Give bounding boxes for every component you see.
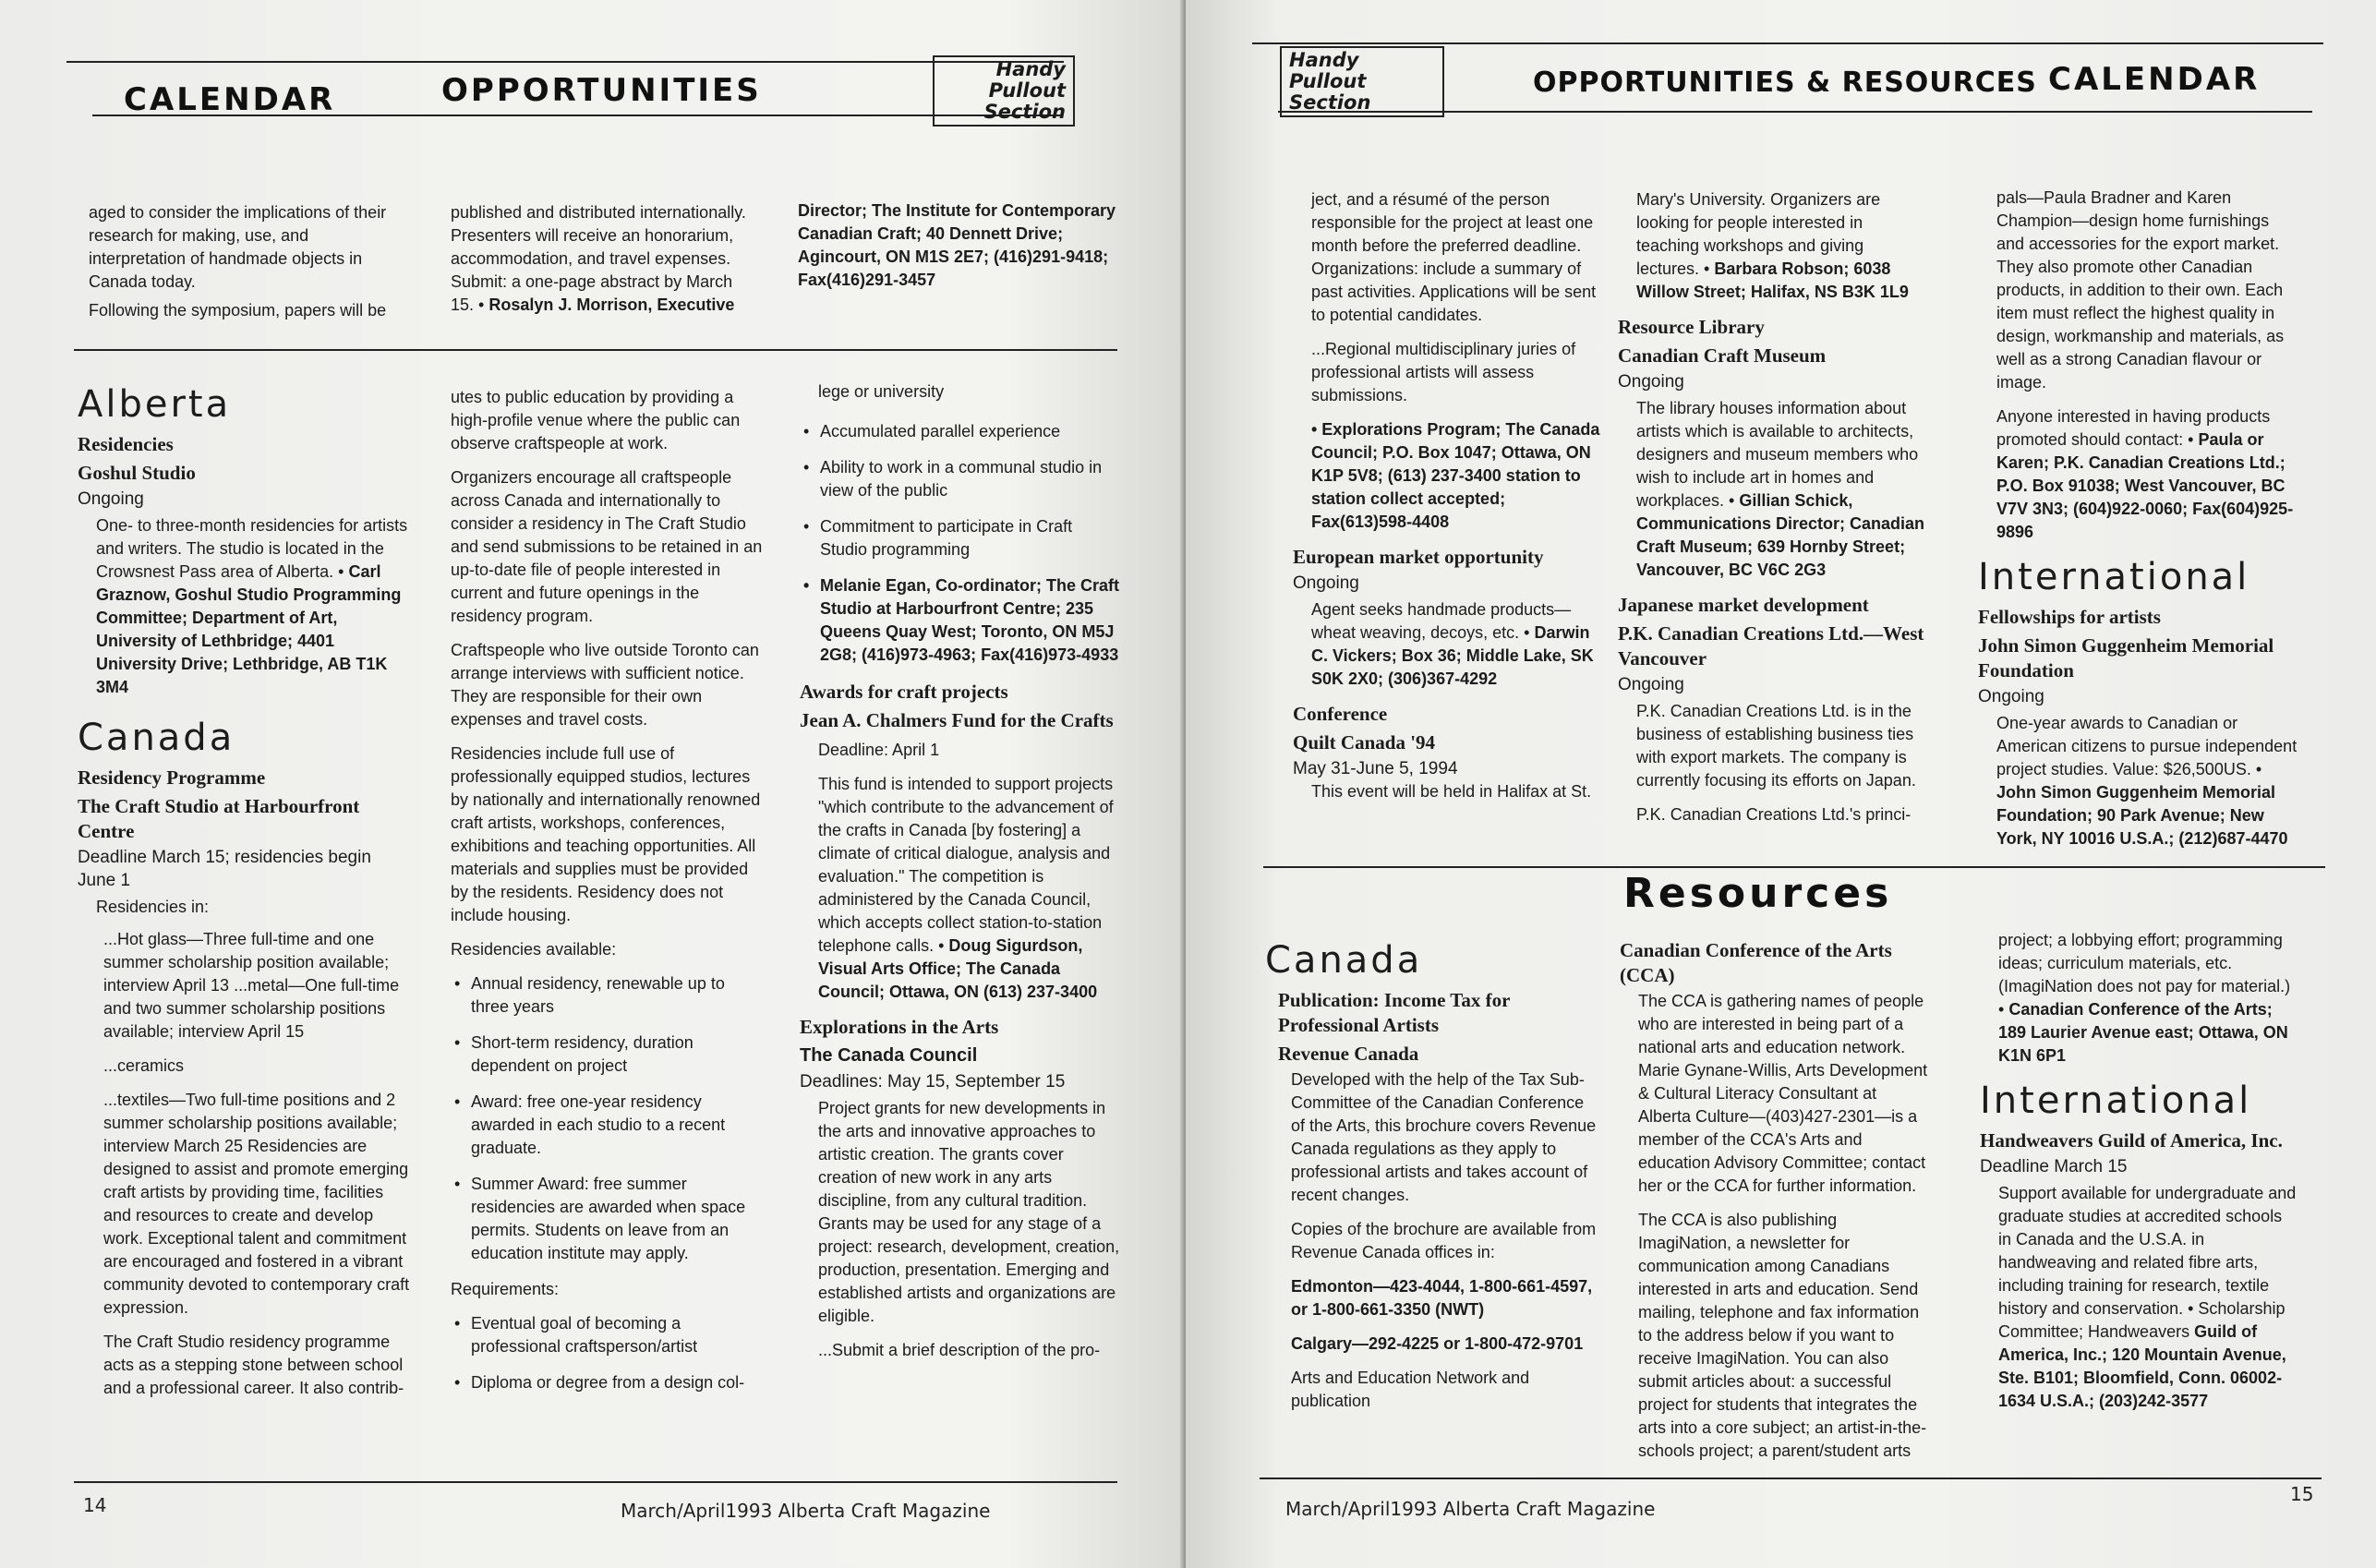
date-line: Deadline March 15 (1980, 1157, 2128, 1176)
paragraph: Project grants for new developments in the arts and innovative approaches to artistic creation. The grants cover creation of new work in any arts discipline, from any cultural tradition. Grants may be used for any stage of a project: research, development, creation, production, presentation. Emerging and established artists and organizations are eligible. (818, 1099, 1120, 1325)
contact: Carl Graznow, Goshul Studio Programming Committee; Department of Art, University of Lethbridge; 4401 University Drive; Lethbridge, AB T1K 3M4 (96, 562, 402, 696)
subheading: The Canada Council (800, 1045, 978, 1066)
right-column-2 (1618, 188, 1926, 838)
top-col-3 (798, 199, 1121, 292)
paragraph: Developed with the help of the Tax Sub-Committee of the Canadian Conference of the Arts, this brochure covers Revenue Canada regulations as they apply to professional artists and takes account of recent changes. (1291, 1070, 1597, 1204)
paragraph: The CCA is gathering names of people who are interested in being part of a national arts and education network. Marie Gynane-Willis, Arts Development & Cultural Literacy Consultant at Alberta Culture—(403)427-2301—is a member of the CCA's Arts and education Advisory Committee; contact her or the CCA for further information. (1638, 992, 1928, 1195)
region-heading-international: International (1980, 1080, 2252, 1122)
header-rule-top (66, 61, 1064, 63)
bullet-list (451, 972, 765, 1265)
paragraph: ...Regional multidisciplinary juries of professional artists will assess submissions. (1311, 340, 1576, 404)
paragraph (1978, 712, 2299, 850)
bullet-list (800, 420, 1123, 667)
contact: • Explorations Program; The Canada Council; P.O. Box 1047; Ottawa, ON K1P 5V8; (613) 237-3400 station to station collect accepted; Fax(613)598-4408 (1311, 420, 1600, 531)
paragraph: Deadline: April 1 (818, 741, 940, 759)
paragraph: Requirements: (451, 1280, 560, 1298)
list-item: • Summer Award: free summer residencies are awarded when space permits. Students on leave from an education institute may apply. (451, 1173, 765, 1265)
subheading: John Simon Guggenheim Memorial Foundation (1978, 634, 2274, 681)
date-line: Deadlines: May 15, September 15 (800, 1072, 1066, 1092)
left-column-2 (451, 386, 765, 1407)
paragraph: utes to public education by providing a high-profile venue where the public can observe craftspeople at work. (451, 388, 741, 452)
contact: John Simon Guggenheim Memorial Foundation; 90 Park Avenue; New York, NY 10016 U.S.A.; (212)687-4470 (1996, 783, 2288, 848)
issue-line: March/April1993 Alberta Craft Magazine (621, 1500, 991, 1522)
paragraph: ject, and a résumé of the person responsible for the project at least one month before the preferred deadline. Organizations: include a summary of past activities. Applications will be sent to potential candidates. (1311, 190, 1597, 324)
contact: Guild of America, Inc.; 120 Mountain Avenue, Ste. B101; Bloomfield, Conn. 06002-1634 U.S.A.; (203)242-3577 (1998, 1322, 2286, 1410)
box-line: Pullout (1289, 70, 1367, 92)
paragraph: Residencies in: (96, 898, 210, 916)
contact: Darwin C. Vickers; Box 36; Middle Lake, SK S0K 2X0; (306)367-4292 (1311, 623, 1594, 688)
region-heading-alberta: Alberta (78, 383, 232, 426)
text: project; a lobbying effort; programming ideas; curriculum materials, etc. (ImagiNation does not pay for material.) • (1998, 931, 2291, 1019)
list-item: • Accumulated parallel experience (800, 420, 1123, 443)
paragraph: Residencies include full use of professionally equipped studios, lectures by nationally and internationally renowned craft artists, workshops, conferences, exhibitions and teaching opportunities. All materials and supplies must be provided by the residents. Residency does not include housing. (451, 744, 761, 924)
list-item: • Annual residency, renewable up to three years (451, 972, 765, 1019)
box-line: Pullout (988, 79, 1066, 102)
right-column-3 (1978, 187, 2299, 862)
date-line: May 31-June 5, 1994 (1293, 759, 1458, 778)
paragraph (1618, 188, 1926, 304)
paragraph: lege or university (818, 382, 945, 401)
text: This fund is intended to support projects "which contribute to the advancement of the crafts in Canada [by fostering] a climate of critical dialogue, analysis and evaluation." The competition is administered by the Canada Council, which accepts collect station-to-station telephone calls. • (818, 775, 1114, 955)
contact: Paula or Karen; P.K. Canadian Creations Ltd.; P.O. Box 91038; West Vancouver, BC V7V 3N3; (604)922-0060; Fax(604)925-9896 (1996, 430, 2294, 541)
paragraph: ...Submit a brief description of the pro- (818, 1341, 1101, 1359)
page-number: 15 (2290, 1483, 2314, 1505)
resources-column-3 (1980, 929, 2299, 1424)
text: One-year awards to Canadian or American citizens to pursue independent project studies. Value: $26,500US. • (1996, 714, 2298, 778)
header-opp-res: OPPORTUNITIES & RESOURCES (1533, 66, 2037, 99)
text: Support available for undergraduate and graduate studies at accredited schools in Canada and the U.S.A. in handweaving and related fibre arts, including training for research, textile history and conservation. • Scholarship Committee; Handweavers (1998, 1184, 2297, 1341)
subheading: Conference (1293, 703, 1388, 725)
text: Agent seeks handmade products—wheat weaving, decoys, etc. • (1311, 600, 1572, 642)
box-line: Handy (995, 58, 1066, 80)
subheading: Canadian Conference of the Arts (CCA) (1620, 939, 1892, 986)
subheading: Awards for craft projects (800, 681, 1008, 703)
paragraph: P.K. Canadian Creations Ltd.'s princi- (1636, 805, 1912, 824)
paragraph (800, 773, 1123, 1004)
subheading: P.K. Canadian Creations Ltd.—West Vancouver (1618, 622, 1924, 669)
footer-rule (74, 1481, 1117, 1483)
header-calendar: CALENDAR (124, 81, 336, 118)
contact: Canadian Conference of the Arts; 189 Laurier Avenue east; Ottawa, ON K1N 6P1 (1998, 1000, 2288, 1065)
subheading: Canadian Craft Museum (1618, 344, 1827, 367)
paragraph: ...ceramics (103, 1056, 185, 1075)
contact: Rosalyn J. Morrison, Executive (488, 296, 735, 314)
paragraph: Following the symposium, papers will be (89, 301, 387, 320)
contact: Barbara Robson; 6038 Willow Street; Halifax, NS B3K 1L9 (1636, 259, 1909, 301)
paragraph (1980, 929, 2299, 1067)
list-item: • Melanie Egan, Co-ordinator; The Craft Studio at Harbourfront Centre; 235 Queens Quay West; Toronto, ON M5J 2G8; (416)973-4963; Fax(416)973-4933 (800, 574, 1123, 667)
paragraph (78, 514, 412, 699)
paragraph (1293, 598, 1601, 691)
paragraph: Arts and Education Network and publication (1291, 1369, 1530, 1410)
paragraph: Residencies available: (451, 940, 617, 959)
box-line: Section (1289, 91, 1371, 114)
handy-pullout-box (933, 55, 1075, 127)
bullet-list (451, 1312, 765, 1394)
box-line: Section (983, 101, 1066, 123)
paragraph: The Craft Studio residency programme acts as a stepping stone between school and a professional career. It also contrib- (103, 1333, 404, 1397)
header-calendar: CALENDAR (2048, 61, 2261, 98)
date-line: Deadline March 15; residencies begin June 1 (78, 848, 371, 890)
date-line: Ongoing (1978, 687, 2044, 706)
contact: Edmonton—423-4044, 1-800-661-4597, or 1-800-661-3350 (NWT) (1291, 1277, 1593, 1319)
paragraph (1978, 405, 2299, 544)
top-col-2 (451, 201, 755, 317)
paragraph: ...textiles—Two full-time positions and 2 summer scholarship positions available; interview March 25 Residencies are designed to assist and promote emerging craft artists by providing time, facilities and resources to create and develop work. Exceptional talent and commitment are encouraged and fostered in a vibrant community devoted to contemporary craft expression. (103, 1091, 410, 1317)
list-item: • Award: free one-year residency awarded in each studio to a recent graduate. (451, 1091, 765, 1160)
paragraph: This event will be held in Halifax at St. (1311, 782, 1592, 801)
left-column-3 (800, 380, 1123, 1373)
paragraph (1618, 397, 1926, 582)
left-page (0, 0, 1186, 1568)
paragraph: P.K. Canadian Creations Ltd. is in the business of establishing business ties with export markets. The company is currently focusing its efforts on Japan. (1636, 702, 1916, 790)
paragraph: pals—Paula Bradner and Karen Champion—design home furnishings and accessories for the export market. They also promote other Canadian products, in addition to their own. Each item must reflect the highest quality in design, workmanship and materials, as well as a strong Canadian flavour or image. (1996, 188, 2285, 392)
paragraph (1980, 1182, 2299, 1413)
list-item: • Short-term residency, duration dependent on project (451, 1031, 765, 1078)
date-line: Ongoing (1618, 675, 1684, 694)
date-line: Ongoing (78, 489, 144, 509)
subheading: Resource Library (1618, 316, 1765, 338)
paragraph: published and distributed internationally. Presenters will receive an honorarium, accommodation, and travel expenses. Submit: a one-page abstract by March 15. • (451, 203, 746, 314)
paragraph: Copies of the brochure are available from Revenue Canada offices in: (1291, 1220, 1597, 1261)
list-item: • Ability to work in a communal studio in view of the public (800, 456, 1123, 502)
subheading: Revenue Canada (1278, 1043, 1419, 1065)
paragraph: aged to consider the implications of their research for making, use, and interpretation of handmade objects in Canada today. (89, 203, 387, 291)
footer-rule (1260, 1478, 2322, 1479)
text: Anyone interested in having products promoted should contact: • (1996, 407, 2271, 449)
page-number: 14 (83, 1494, 107, 1516)
paragraph: Craftspeople who live outside Toronto can arrange interviews with sufficient notice. They are responsible for their own expenses and travel costs. (451, 641, 759, 729)
region-heading-canada: Canada (1265, 939, 1423, 982)
resources-rule (1263, 866, 2325, 868)
date-line: Ongoing (1293, 573, 1359, 593)
text: Mary's University. Organizers are looking for people interested in teaching workshops and giving lectures. • (1636, 190, 1881, 278)
contact: Gillian Schick, Communications Director; Canadian Craft Museum; 639 Hornby Street; Vancouver, BC V6C 2G3 (1636, 491, 1925, 579)
box-line: Handy (1289, 49, 1359, 71)
region-heading-international: International (1978, 556, 2250, 598)
paragraph: ...Hot glass—Three full-time and one summer scholarship position available; interview April 13 ...metal—One full-time and two summer scholarship positions available; interview April 15 (103, 930, 400, 1041)
contact: Calgary—292-4225 or 1-800-472-9701 (1291, 1334, 1584, 1353)
date-line: Ongoing (1618, 372, 1684, 392)
list-item: • Commitment to participate in Craft Studio programming (800, 515, 1123, 561)
header-opportunities: OPPORTUNITIES (441, 72, 762, 109)
subheading: Residencies (78, 433, 174, 455)
resources-column-2 (1620, 935, 1928, 1474)
top-col-1 (89, 201, 404, 333)
subheading: The Craft Studio at Harbourfront Centre (78, 795, 360, 842)
subheading: Quilt Canada '94 (1293, 731, 1436, 754)
text: The library houses information about artists which is available to architects, designers and museum members who wish to include art in homes and workplaces. • (1636, 399, 1919, 510)
subheading: Publication: Income Tax for Professional Artists (1278, 989, 1511, 1036)
paragraph: Organizers encourage all craftspeople across Canada and internationally to consider a residency in The Craft Studio and send submissions to be retained in an up-to-date file of people interested in current and future openings in the residency program. (451, 468, 763, 625)
contact: Doug Sigurdson, Visual Arts Office; The Canada Council; Ottawa, ON (613) 237-3400 (818, 936, 1098, 1001)
subheading: Goshul Studio (78, 462, 196, 484)
subheading: European market opportunity (1293, 546, 1544, 568)
right-column-1 (1293, 188, 1601, 814)
subheading: Japanese market development (1618, 594, 1869, 616)
subheading: Fellowships for artists (1978, 606, 2161, 628)
paragraph: The CCA is also publishing ImagiNation, a newsletter for communication among Canadians interested in arts and education. Send mailing, telephone and fax information to the address below if you want to receive ImagiNation. You can also submit articles about: a successful project for students that integrates the arts into a core subject; an artist-in-the-schools project; a parent/student arts (1638, 1211, 1927, 1460)
subheading: Explorations in the Arts (800, 1016, 999, 1038)
text: One- to three-month residencies for artists and writers. The studio is located in the Crowsnest Pass area of Alberta. • (96, 516, 408, 581)
subheading: Residency Programme (78, 766, 266, 789)
resources-column-1 (1265, 931, 1598, 1424)
resources-heading: Resources (1623, 870, 1893, 917)
left-column-1 (78, 369, 412, 1411)
region-heading-canada: Canada (78, 717, 235, 759)
right-page (1186, 0, 2376, 1568)
issue-line: March/April1993 Alberta Craft Magazine (1285, 1498, 1656, 1520)
subheading: Jean A. Chalmers Fund for the Crafts (800, 709, 1114, 731)
list-item: • Eventual goal of becoming a professional craftsperson/artist (451, 1312, 765, 1358)
handy-pullout-box (1280, 46, 1444, 117)
subheading: Handweavers Guild of America, Inc. (1980, 1129, 2283, 1152)
header-rule-top (1252, 42, 2323, 44)
section-rule (74, 349, 1117, 351)
list-item: • Diploma or degree from a design col- (451, 1371, 765, 1394)
contact: Director; The Institute for Contemporary Canadian Craft; 40 Dennett Drive; Agincourt, ON M1S 2E7; (416)291-9418; Fax(416)291-3457 (798, 201, 1116, 289)
